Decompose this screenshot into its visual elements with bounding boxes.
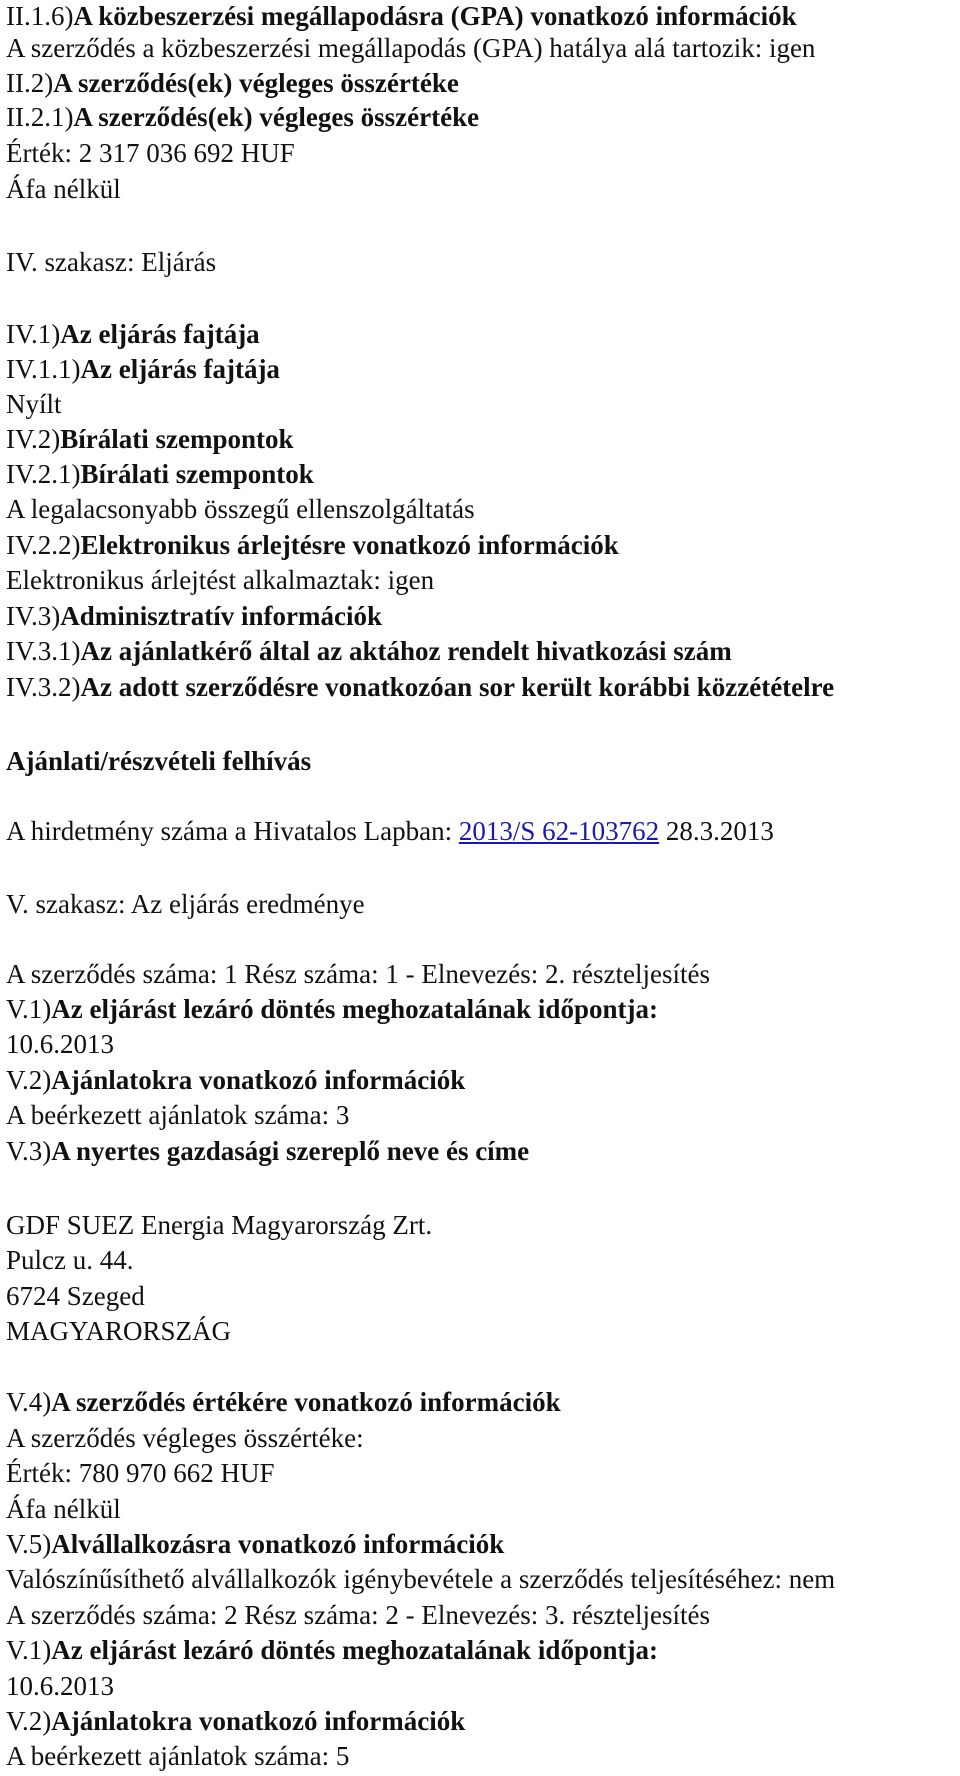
section-heading-v-4 bbox=[6, 1386, 561, 1418]
section-title: Alvállalkozásra vonatkozó információk bbox=[51, 1529, 505, 1559]
call-for-tender-heading: Ajánlati/részvételi felhívás bbox=[6, 746, 312, 776]
e-auction-statement: Elektronikus árlejtést alkalmaztak: igen bbox=[6, 565, 435, 595]
notice-link[interactable]: 2013/S 62-103762 bbox=[458, 816, 660, 846]
section-number: II.2) bbox=[6, 68, 54, 98]
section-heading-ii-2-1 bbox=[6, 101, 479, 133]
final-value-label: A szerződés végleges összértéke: bbox=[6, 1423, 364, 1453]
section-title: Az adott szerződésre vonatkozóan sor került korábbi közzétételre bbox=[80, 672, 835, 702]
winner-name: GDF SUEZ Energia Magyarország Zrt. bbox=[6, 1210, 433, 1240]
section-title: Adminisztratív információk bbox=[60, 601, 382, 631]
section-number: V.1) bbox=[6, 1635, 52, 1665]
section-number: IV.2) bbox=[6, 424, 61, 454]
contract-2-header: A szerződés száma: 2 Rész száma: 2 - Elnevezés: 3. részteljesítés bbox=[6, 1600, 710, 1630]
section-heading-iv-2-1 bbox=[6, 458, 314, 490]
section-heading-v-2 bbox=[6, 1705, 465, 1737]
section-title: A szerződés(ek) végleges összértéke bbox=[53, 68, 459, 98]
section-number: IV.2.2) bbox=[6, 530, 81, 560]
section-title: Az eljárást lezáró döntés meghozatalának időpontja: bbox=[51, 994, 658, 1024]
winner-city: 6724 Szeged bbox=[6, 1281, 145, 1311]
section-title: Az eljárás fajtája bbox=[60, 319, 260, 349]
section-title: Ajánlatokra vonatkozó információk bbox=[51, 1706, 466, 1736]
section-heading-iv-1-1 bbox=[6, 353, 280, 385]
section-title: Bírálati szempontok bbox=[80, 459, 314, 489]
section-number: IV.1) bbox=[6, 319, 61, 349]
section-heading-v-2 bbox=[6, 1064, 465, 1096]
section-number: V.2) bbox=[6, 1065, 52, 1095]
notice-number-line bbox=[6, 815, 774, 847]
section-number: V.2) bbox=[6, 1706, 52, 1736]
winner-street: Pulcz u. 44. bbox=[6, 1245, 134, 1275]
section-v-title: V. szakasz: Az eljárás eredménye bbox=[6, 889, 365, 919]
section-title: Az ajánlatkérő által az aktához rendelt hivatkozási szám bbox=[80, 636, 732, 666]
section-title: Bírálati szempontok bbox=[60, 424, 294, 454]
section-title: Az eljárás fajtája bbox=[80, 354, 280, 384]
section-heading-v-1 bbox=[6, 993, 658, 1025]
notice-label: A hirdetmény száma a Hivatalos Lapban: bbox=[6, 816, 459, 846]
procedure-type: Nyílt bbox=[6, 389, 62, 419]
section-title: Az eljárást lezáró döntés meghozatalának időpontja: bbox=[51, 1635, 658, 1665]
vat-note: Áfa nélkül bbox=[6, 174, 121, 204]
total-value: Érték: 2 317 036 692 HUF bbox=[6, 138, 295, 168]
notice-date: 28.3.2013 bbox=[659, 816, 774, 846]
section-heading-ii-2 bbox=[6, 67, 459, 99]
offers-received: A beérkezett ajánlatok száma: 3 bbox=[6, 1100, 350, 1130]
section-number: V.3) bbox=[6, 1136, 52, 1166]
section-number: II.2.1) bbox=[6, 102, 74, 132]
section-heading-iv-2 bbox=[6, 423, 294, 455]
section-number: II.1.6) bbox=[6, 1, 74, 31]
section-number: IV.2.1) bbox=[6, 459, 81, 489]
decision-date: 10.6.2013 bbox=[6, 1029, 114, 1059]
winner-country: MAGYARORSZÁG bbox=[6, 1316, 232, 1346]
vat-note: Áfa nélkül bbox=[6, 1494, 121, 1524]
subcontracting-statement: Valószínűsíthető alvállalkozók igénybevétele a szerződés teljesítéséhez: nem bbox=[6, 1564, 836, 1594]
section-heading-v-3 bbox=[6, 1135, 529, 1167]
contract-1-header: A szerződés száma: 1 Rész száma: 1 - Elnevezés: 2. részteljesítés bbox=[6, 959, 710, 989]
offers-received: A beérkezett ajánlatok száma: 5 bbox=[6, 1741, 350, 1771]
section-iv-title: IV. szakasz: Eljárás bbox=[6, 247, 217, 277]
section-title: Ajánlatokra vonatkozó információk bbox=[51, 1065, 466, 1095]
section-title: A szerződés(ek) végleges összértéke bbox=[73, 102, 480, 132]
final-value: Érték: 780 970 662 HUF bbox=[6, 1458, 275, 1488]
section-heading-iv-1 bbox=[6, 318, 260, 350]
section-heading-iv-3-1 bbox=[6, 635, 732, 667]
section-title: A szerződés értékére vonatkozó információk bbox=[51, 1387, 561, 1417]
section-heading-iv-3 bbox=[6, 600, 382, 632]
section-heading-iv-2-2 bbox=[6, 529, 619, 561]
section-heading-ii-1-6 bbox=[6, 0, 797, 32]
section-number: V.1) bbox=[6, 994, 52, 1024]
section-heading-v-1 bbox=[6, 1634, 658, 1666]
award-criteria: A legalacsonyabb összegű ellenszolgáltatás bbox=[6, 494, 475, 524]
section-heading-v-5 bbox=[6, 1528, 504, 1560]
section-number: IV.1.1) bbox=[6, 354, 81, 384]
gpa-statement: A szerződés a közbeszerzési megállapodás (GPA) hatálya alá tartozik: igen bbox=[6, 33, 816, 63]
section-number: IV.3.1) bbox=[6, 636, 81, 666]
section-title: Elektronikus árlejtésre vonatkozó információk bbox=[80, 530, 619, 560]
section-heading-iv-3-2 bbox=[6, 671, 834, 703]
decision-date: 10.6.2013 bbox=[6, 1671, 114, 1701]
section-number: IV.3.2) bbox=[6, 672, 81, 702]
section-title: A nyertes gazdasági szereplő neve és címe bbox=[51, 1136, 530, 1166]
section-number: V.5) bbox=[6, 1529, 52, 1559]
section-title: A közbeszerzési megállapodásra (GPA) vonatkozó információk bbox=[73, 1, 797, 31]
section-number: IV.3) bbox=[6, 601, 61, 631]
section-number: V.4) bbox=[6, 1387, 52, 1417]
